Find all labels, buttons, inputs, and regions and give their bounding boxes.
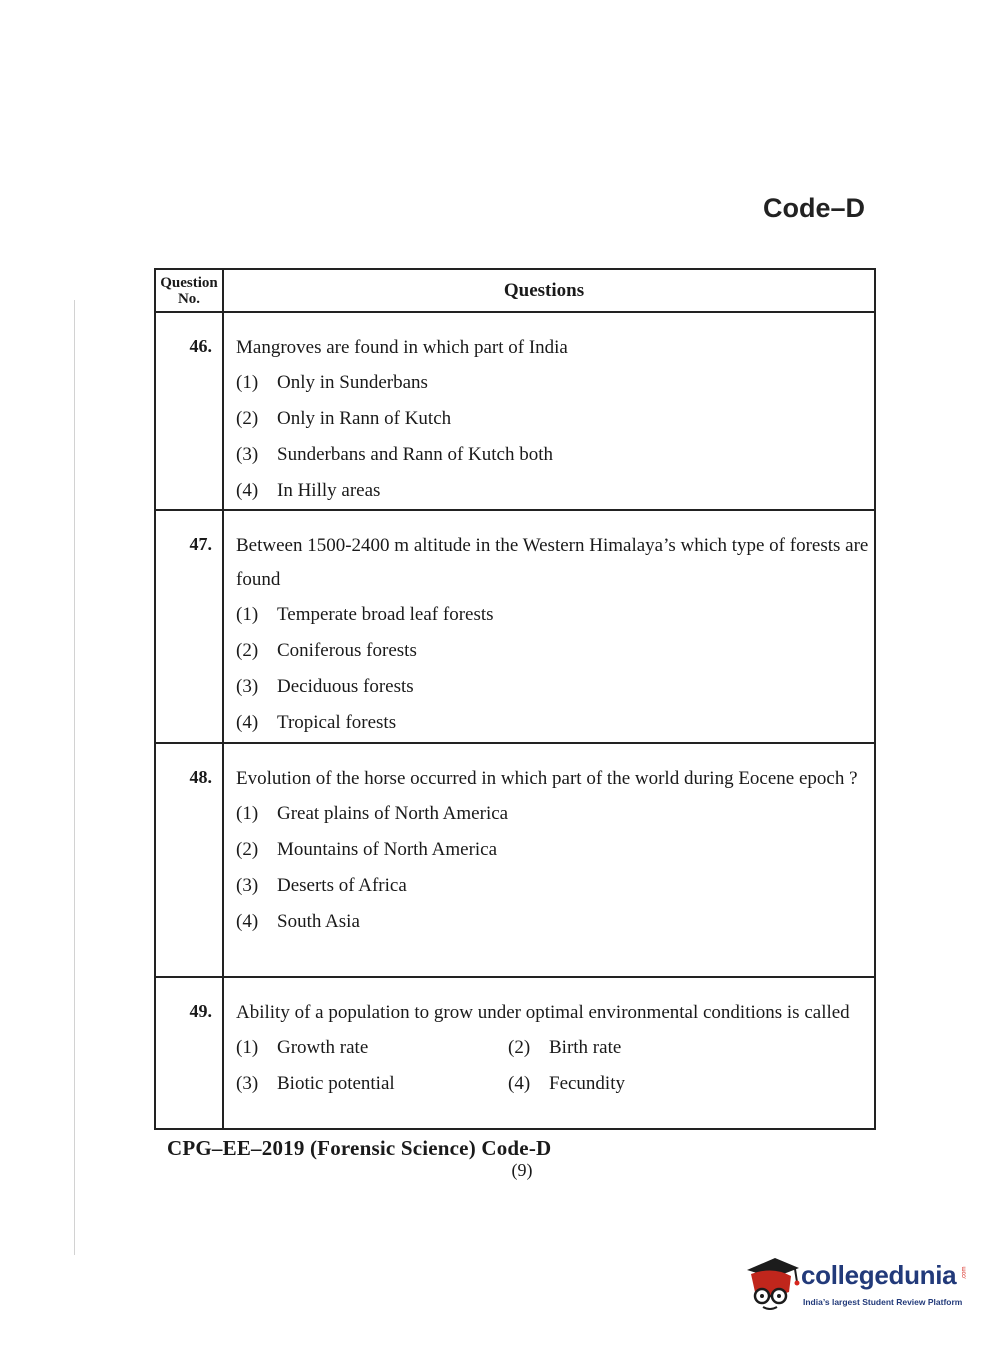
question-row-46 — [156, 313, 874, 511]
question-body — [224, 978, 874, 1128]
option-1: (1) Temperate broad leaf forests — [236, 604, 494, 625]
page-number: (9) — [511, 1160, 533, 1180]
mascot-logo-icon — [743, 1252, 801, 1312]
question-row-49 — [156, 978, 874, 1128]
question-row-48 — [156, 744, 874, 978]
option-1: (1) Growth rate — [236, 1037, 369, 1058]
option-2: (2) Mountains of North America — [236, 839, 498, 860]
paper-code: Code–D — [762, 193, 865, 223]
collegedunia-watermark — [743, 1252, 973, 1322]
question-stem: Ability of a population to grow under optimal environmental conditions is called — [236, 1002, 850, 1023]
option-4: (4) Fecundity — [508, 1073, 625, 1094]
question-number: 49. — [156, 978, 224, 1128]
option-4: (4) South Asia — [236, 911, 360, 932]
exam-code-footer: CPG–EE–2019 (Forensic Science) Code-D — [167, 1136, 552, 1160]
question-number: 48. — [156, 744, 224, 976]
option-1: (1) Great plains of North America — [236, 803, 509, 824]
question-number: 47. — [156, 511, 224, 742]
option-3: (3) Biotic potential — [236, 1073, 395, 1094]
brand-domain: .com — [961, 1266, 968, 1280]
question-body — [224, 744, 874, 976]
col-questions-header: Questions — [503, 280, 585, 301]
option-3: (3) Deserts of Africa — [236, 875, 407, 896]
option-3: (3) Sunderbans and Rann of Kutch both — [236, 444, 553, 465]
table-header — [156, 270, 874, 313]
option-2: (2) Birth rate — [508, 1037, 622, 1058]
option-3: (3) Deciduous forests — [236, 676, 414, 697]
question-row-47 — [156, 511, 874, 744]
question-body — [224, 313, 874, 509]
option-4: (4) In Hilly areas — [236, 480, 381, 501]
question-table — [154, 268, 876, 1130]
scan-margin-line — [74, 300, 75, 1255]
option-4: (4) Tropical forests — [236, 712, 397, 733]
question-stem: Evolution of the horse occurred in which part of the world during Eocene epoch ? — [236, 768, 858, 789]
option-2: (2) Coniferous forests — [236, 640, 417, 661]
question-number: 46. — [156, 313, 224, 509]
brand-tagline: India’s largest Student Review Platform — [803, 1297, 963, 1307]
brand-name: collegedunia — [801, 1260, 957, 1290]
question-body — [224, 511, 874, 742]
question-stem: Between 1500-2400 m altitude in the Western Himalaya’s which type of forests are found — [236, 535, 869, 590]
option-2: (2) Only in Rann of Kutch — [236, 408, 452, 429]
question-stem: Mangroves are found in which part of India — [236, 337, 568, 358]
col-question-no-header: Question No. — [156, 270, 224, 311]
option-1: (1) Only in Sunderbans — [236, 372, 428, 393]
